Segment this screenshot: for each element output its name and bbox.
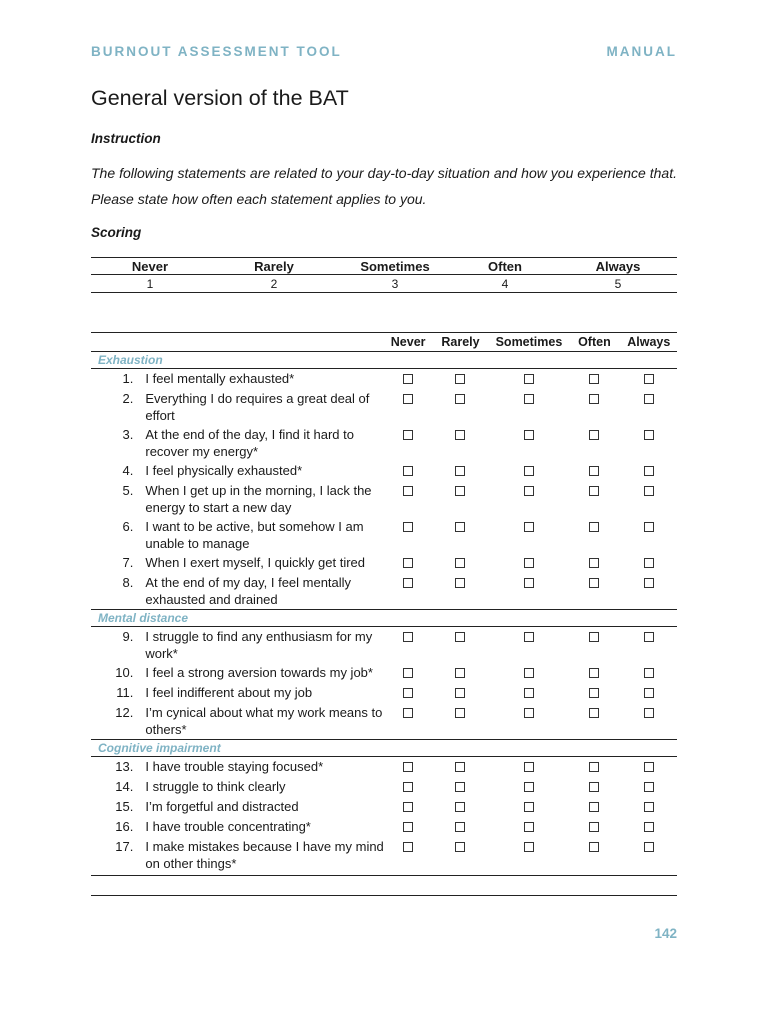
item-number: 3. [122, 427, 134, 442]
response-cell-rarely [431, 627, 489, 664]
checkbox-sometimes[interactable] [524, 374, 534, 384]
item-number: 8. [122, 575, 134, 590]
response-cell-rarely [431, 703, 489, 740]
scoring-label: Often [451, 258, 559, 275]
checkbox-sometimes[interactable] [524, 782, 534, 792]
item-row [91, 389, 677, 425]
response-cell-always [621, 663, 677, 683]
response-cell-never [385, 703, 431, 740]
checkbox-rarely[interactable] [455, 802, 465, 812]
item-row [91, 837, 677, 876]
scoring-value: 1 [91, 275, 209, 293]
response-cell-sometimes [490, 797, 569, 817]
response-cell-never [385, 553, 431, 573]
item-row [91, 663, 677, 683]
checkbox-rarely[interactable] [455, 466, 465, 476]
checkbox-sometimes[interactable] [524, 394, 534, 404]
checkbox-never[interactable] [403, 802, 413, 812]
response-cell-often [568, 777, 620, 797]
response-cell-often [568, 389, 620, 425]
response-cell-never [385, 663, 431, 683]
checkbox-often[interactable] [589, 578, 599, 588]
checkbox-never[interactable] [403, 762, 413, 772]
scoring-label-row [91, 258, 677, 275]
checkbox-always[interactable] [644, 708, 654, 718]
section-row [91, 610, 677, 627]
checkbox-never[interactable] [403, 578, 413, 588]
page-title: General version of the BAT [91, 86, 349, 110]
section-title: Mental distance [91, 610, 677, 627]
item-number: 14. [115, 779, 134, 794]
item-row [91, 757, 677, 778]
checkbox-often[interactable] [589, 708, 599, 718]
item-row [91, 553, 677, 573]
item-text: When I exert myself, I quickly get tired [145, 555, 365, 570]
checkbox-always[interactable] [644, 632, 654, 642]
item-number: 16. [115, 819, 134, 834]
instruction-heading: Instruction [91, 131, 161, 146]
response-cell-sometimes [490, 553, 569, 573]
checkbox-rarely[interactable] [455, 394, 465, 404]
scoring-value: 2 [209, 275, 339, 293]
item-text: When I get up in the morning, I lack the energy to start a new day [145, 483, 372, 515]
response-cell-often [568, 663, 620, 683]
response-cell-often [568, 837, 620, 876]
item-row [91, 627, 677, 664]
checkbox-never[interactable] [403, 374, 413, 384]
response-cell-rarely [431, 369, 489, 390]
response-cell-often [568, 517, 620, 553]
checkbox-often[interactable] [589, 394, 599, 404]
response-cell-always [621, 573, 677, 610]
checkbox-rarely[interactable] [455, 708, 465, 718]
checkbox-rarely[interactable] [455, 578, 465, 588]
checkbox-never[interactable] [403, 842, 413, 852]
checkbox-always[interactable] [644, 466, 654, 476]
response-cell-often [568, 573, 620, 610]
response-cell-rarely [431, 553, 489, 573]
response-cell-always [621, 553, 677, 573]
item-row [91, 481, 677, 517]
response-cell-rarely [431, 777, 489, 797]
response-cell-often [568, 425, 620, 461]
checkbox-sometimes[interactable] [524, 558, 534, 568]
response-cell-rarely [431, 425, 489, 461]
response-cell-often [568, 481, 620, 517]
checkbox-sometimes[interactable] [524, 708, 534, 718]
item-text: I have trouble concentrating* [145, 819, 311, 834]
response-cell-sometimes [490, 369, 569, 390]
checkbox-always[interactable] [644, 822, 654, 832]
checkbox-never[interactable] [403, 486, 413, 496]
response-cell-sometimes [490, 389, 569, 425]
checkbox-always[interactable] [644, 430, 654, 440]
response-cell-always [621, 517, 677, 553]
response-cell-always [621, 461, 677, 481]
response-cell-rarely [431, 517, 489, 553]
item-number: 13. [115, 759, 134, 774]
item-number: 11. [116, 685, 134, 700]
response-cell-always [621, 757, 677, 778]
checkbox-always[interactable] [644, 558, 654, 568]
checkbox-never[interactable] [403, 668, 413, 678]
column-header-always: Always [621, 333, 677, 352]
checkbox-always[interactable] [644, 668, 654, 678]
response-cell-always [621, 817, 677, 837]
item-text: I make mistakes because I have my mind on other things* [145, 837, 385, 876]
response-cell-often [568, 757, 620, 778]
checkbox-sometimes[interactable] [524, 522, 534, 532]
section-row [91, 352, 677, 369]
scoring-value: 4 [451, 275, 559, 293]
items-body [91, 352, 677, 876]
checkbox-often[interactable] [589, 782, 599, 792]
item-number: 6. [122, 519, 134, 534]
page-number: 142 [654, 926, 677, 941]
header-right-title: MANUAL [606, 44, 677, 59]
checkbox-rarely[interactable] [455, 558, 465, 568]
checkbox-often[interactable] [589, 430, 599, 440]
response-cell-always [621, 777, 677, 797]
checkbox-always[interactable] [644, 802, 654, 812]
response-cell-rarely [431, 573, 489, 610]
response-cell-always [621, 425, 677, 461]
checkbox-often[interactable] [589, 762, 599, 772]
item-text: I struggle to think clearly [145, 779, 286, 794]
item-number: 1. [122, 371, 134, 386]
item-text: I struggle to find any enthusiasm for my work* [145, 629, 373, 661]
instruction-text: The following statements are related to your day-to-day situation and how you experience that. Please state how often each statement applies to you. [91, 165, 677, 207]
response-cell-rarely [431, 683, 489, 703]
checkbox-never[interactable] [403, 708, 413, 718]
item-row [91, 797, 677, 817]
checkbox-never[interactable] [403, 822, 413, 832]
response-cell-never [385, 627, 431, 664]
scoring-label: Rarely [209, 258, 339, 275]
section-title: Cognitive impairment [91, 740, 677, 757]
checkbox-often[interactable] [589, 486, 599, 496]
checkbox-never[interactable] [403, 522, 413, 532]
response-cell-sometimes [490, 425, 569, 461]
item-text: I feel a strong aversion towards my job* [145, 665, 373, 680]
item-text: I have trouble staying focused* [145, 759, 324, 774]
column-header-never: Never [385, 333, 431, 352]
response-cell-sometimes [490, 837, 569, 876]
checkbox-often[interactable] [589, 466, 599, 476]
item-row [91, 573, 677, 610]
checkbox-rarely[interactable] [455, 522, 465, 532]
checkbox-always[interactable] [644, 374, 654, 384]
response-cell-never [385, 777, 431, 797]
item-text: I’m cynical about what my work means to others* [145, 705, 383, 737]
item-text: I’m forgetful and distracted [145, 799, 299, 814]
items-header-row [91, 333, 677, 352]
checkbox-always[interactable] [644, 842, 654, 852]
response-cell-never [385, 517, 431, 553]
response-cell-never [385, 425, 431, 461]
response-cell-often [568, 683, 620, 703]
checkbox-rarely[interactable] [455, 842, 465, 852]
response-cell-never [385, 797, 431, 817]
section-title: Exhaustion [91, 352, 677, 369]
response-cell-often [568, 797, 620, 817]
response-cell-rarely [431, 797, 489, 817]
checkbox-often[interactable] [589, 374, 599, 384]
checkbox-sometimes[interactable] [524, 632, 534, 642]
response-cell-rarely [431, 837, 489, 876]
checkbox-rarely[interactable] [455, 782, 465, 792]
scoring-heading: Scoring [91, 225, 142, 240]
item-row [91, 369, 677, 390]
response-cell-always [621, 369, 677, 390]
checkbox-rarely[interactable] [455, 762, 465, 772]
response-cell-always [621, 627, 677, 664]
response-cell-always [621, 389, 677, 425]
response-cell-sometimes [490, 481, 569, 517]
response-cell-sometimes [490, 517, 569, 553]
response-cell-sometimes [490, 683, 569, 703]
checkbox-sometimes[interactable] [524, 822, 534, 832]
response-cell-always [621, 797, 677, 817]
response-cell-never [385, 369, 431, 390]
response-cell-never [385, 389, 431, 425]
running-header [91, 44, 677, 60]
checkbox-always[interactable] [644, 688, 654, 698]
item-number: 4. [122, 463, 134, 478]
checkbox-always[interactable] [644, 782, 654, 792]
response-cell-often [568, 553, 620, 573]
checkbox-sometimes[interactable] [524, 668, 534, 678]
item-row [91, 703, 677, 740]
checkbox-often[interactable] [589, 842, 599, 852]
checkbox-rarely[interactable] [455, 688, 465, 698]
checkbox-always[interactable] [644, 486, 654, 496]
response-cell-never [385, 757, 431, 778]
checkbox-sometimes[interactable] [524, 486, 534, 496]
response-cell-sometimes [490, 757, 569, 778]
scoring-label: Always [559, 258, 677, 275]
scoring-value: 3 [339, 275, 451, 293]
checkbox-rarely[interactable] [455, 430, 465, 440]
checkbox-never[interactable] [403, 430, 413, 440]
response-cell-sometimes [490, 663, 569, 683]
response-cell-always [621, 683, 677, 703]
column-header-rarely: Rarely [431, 333, 489, 352]
scoring-value: 5 [559, 275, 677, 293]
scoring-label: Sometimes [339, 258, 451, 275]
checkbox-sometimes[interactable] [524, 802, 534, 812]
item-row [91, 461, 677, 481]
items-table [91, 332, 677, 876]
response-cell-always [621, 481, 677, 517]
item-row [91, 817, 677, 837]
checkbox-sometimes[interactable] [524, 842, 534, 852]
response-cell-sometimes [490, 627, 569, 664]
checkbox-sometimes[interactable] [524, 688, 534, 698]
checkbox-never[interactable] [403, 782, 413, 792]
checkbox-never[interactable] [403, 558, 413, 568]
scoring-table [91, 257, 677, 293]
response-cell-rarely [431, 817, 489, 837]
item-text: Everything I do requires a great deal of effort [145, 391, 370, 423]
checkbox-often[interactable] [589, 688, 599, 698]
column-header-often: Often [568, 333, 620, 352]
checkbox-rarely[interactable] [455, 374, 465, 384]
response-cell-sometimes [490, 777, 569, 797]
item-number: 2. [122, 391, 134, 406]
checkbox-never[interactable] [403, 394, 413, 404]
item-number: 17. [91, 837, 145, 876]
item-text: I feel mentally exhausted* [145, 371, 295, 386]
response-cell-never [385, 481, 431, 517]
response-cell-sometimes [490, 461, 569, 481]
response-cell-often [568, 703, 620, 740]
response-cell-often [568, 369, 620, 390]
item-text: I want to be active, but somehow I am unable to manage [145, 519, 364, 551]
scoring-label: Never [91, 258, 209, 275]
checkbox-often[interactable] [589, 668, 599, 678]
item-number: 15. [115, 799, 134, 814]
checkbox-never[interactable] [403, 466, 413, 476]
response-cell-rarely [431, 757, 489, 778]
checkbox-often[interactable] [589, 522, 599, 532]
item-number: 10. [115, 665, 134, 680]
response-cell-sometimes [490, 703, 569, 740]
checkbox-always[interactable] [644, 522, 654, 532]
response-cell-always [621, 837, 677, 876]
response-cell-rarely [431, 461, 489, 481]
checkbox-sometimes[interactable] [524, 578, 534, 588]
response-cell-never [385, 817, 431, 837]
checkbox-always[interactable] [644, 578, 654, 588]
item-text: I feel physically exhausted* [145, 463, 303, 478]
checkbox-rarely[interactable] [455, 822, 465, 832]
section-row [91, 740, 677, 757]
response-cell-sometimes [490, 817, 569, 837]
item-text: At the end of my day, I feel mentally exhausted and drained [145, 575, 352, 607]
response-cell-often [568, 627, 620, 664]
response-cell-never [385, 837, 431, 876]
checkbox-often[interactable] [589, 558, 599, 568]
column-header-sometimes: Sometimes [490, 333, 569, 352]
checkbox-always[interactable] [644, 394, 654, 404]
response-cell-never [385, 461, 431, 481]
checkbox-never[interactable] [403, 632, 413, 642]
item-text: At the end of the day, I find it hard to recover my energy* [145, 427, 354, 459]
response-cell-often [568, 461, 620, 481]
checkbox-sometimes[interactable] [524, 466, 534, 476]
item-number: 7. [122, 555, 134, 570]
response-cell-rarely [431, 389, 489, 425]
checkbox-rarely[interactable] [455, 632, 465, 642]
checkbox-sometimes[interactable] [524, 430, 534, 440]
bottom-divider [91, 895, 677, 896]
header-left-title: BURNOUT ASSESSMENT TOOL [91, 44, 342, 59]
item-row [91, 425, 677, 461]
response-cell-rarely [431, 663, 489, 683]
response-cell-always [621, 703, 677, 740]
response-cell-rarely [431, 481, 489, 517]
item-row [91, 683, 677, 703]
checkbox-rarely[interactable] [455, 486, 465, 496]
checkbox-never[interactable] [403, 688, 413, 698]
checkbox-always[interactable] [644, 762, 654, 772]
response-cell-often [568, 817, 620, 837]
response-cell-never [385, 573, 431, 610]
response-cell-sometimes [490, 573, 569, 610]
item-text: I feel indifferent about my job [145, 685, 313, 700]
item-number: 12. [115, 705, 134, 720]
checkbox-sometimes[interactable] [524, 762, 534, 772]
scoring-value-row [91, 275, 677, 293]
checkbox-often[interactable] [589, 632, 599, 642]
item-number: 5. [122, 483, 134, 498]
checkbox-often[interactable] [589, 802, 599, 812]
item-number: 9. [122, 629, 134, 644]
checkbox-often[interactable] [589, 822, 599, 832]
checkbox-rarely[interactable] [455, 668, 465, 678]
item-row [91, 777, 677, 797]
item-row [91, 517, 677, 553]
response-cell-never [385, 683, 431, 703]
